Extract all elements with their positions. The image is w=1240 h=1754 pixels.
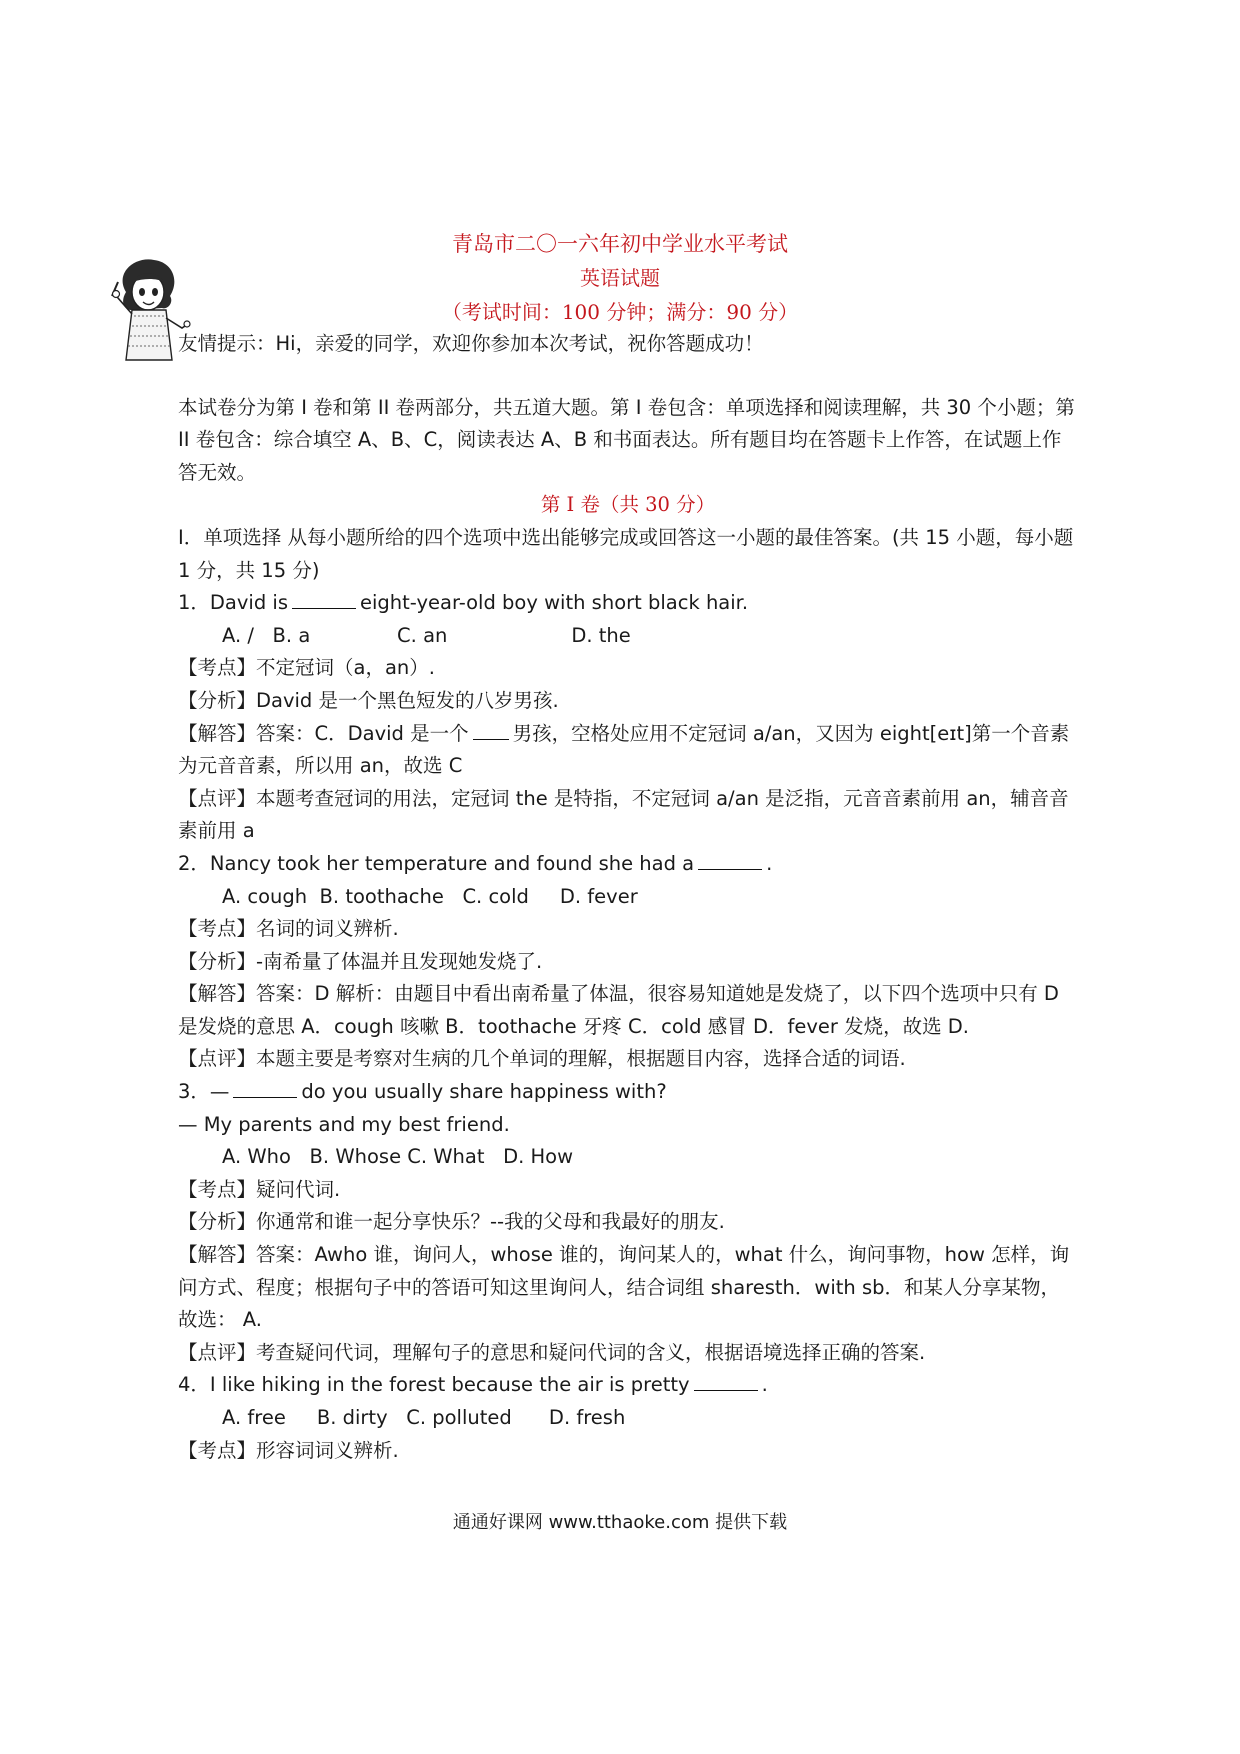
answer-blank [233,1079,297,1098]
question-stem-text: 4．I like hiking in the forest because the air is pretty [178,1373,690,1397]
question-stem [178,1369,1078,1402]
exam-intro: 本试卷分为第 I 卷和第 II 卷两部分，共五道大题。第 I 卷包含：单项选择和阅读理解，共 30 个小题；第 II 卷包含：综合填空 A、B、C，阅读表达 A、B 和书面表达。所有题目均在答题卡上作答，在试题上作答无效。 [178,395,1075,484]
jieda-note: 【解答】答案：Awho 谁，询问人，whose 谁的，询问某人的，what 什么，询问事物，how 怎样，询问方式、程度；根据句子中的答语可知这里询问人，结合词组 sharesth．with sb．和某人分享某物，故选： A. [178,1243,1070,1332]
exam-subtitle: 英语试题 [580,266,660,290]
exam-content [178,328,1078,1467]
question-stem-text: 3．— [178,1080,230,1104]
part-instruction: I．单项选择 从每小题所给的四个选项中选出能够完成或回答这一小题的最佳答案。(共 15 小题，每小题 1 分，共 15 分) [178,525,1074,582]
jieda-text: 【解答】答案：C．David 是一个 [178,721,469,745]
question-stem [178,1076,1078,1109]
page-footer: 通通好课网 www.tthaoke.com 提供下载 [452,1512,788,1533]
question-options: A. / B. a C. an D. the [222,623,631,647]
exam-info: （考试时间：100 分钟；满分：90 分） [441,300,799,324]
kaodian-note: 【考点】名词的词义辨析. [178,917,399,941]
dianping-note: 【点评】考查疑问代词，理解句子的意思和疑问代词的含义，根据语境选择正确的答案. [178,1340,926,1364]
greeting-tip: 友情提示：Hi，亲爱的同学，欢迎你参加本次考试，祝你答题成功！ [178,332,764,355]
question-stem-text: do you usually share happiness with? [301,1080,667,1104]
question-stem [178,587,1078,620]
dianping-note: 【点评】本题主要是考察对生病的几个单词的理解，根据题目内容，选择合适的词语. [178,1047,906,1071]
fenxi-note: 【分析】你通常和谁一起分享快乐？--我的父母和我最好的朋友. [178,1210,725,1234]
dianping-note: 【点评】本题考查冠词的用法，定冠词 the 是特指，不定冠词 a/an 是泛指，元音音素前用 an，辅音音素前用 a [178,786,1069,843]
question-options: A. Who B. Whose C. What D. How [222,1145,574,1169]
question-stem-text: eight-year-old boy with short black hair. [359,591,749,615]
jieda-note: 【解答】答案：D 解析：由题目中看出南希量了体温，很容易知道她是发烧了，以下四个选项中只有 D 是发烧的意思 A．cough 咳嗽 B．toothache 牙疼 C．cold 感冒 D．fever 发烧，故选 D. [178,982,1059,1038]
fenxi-note: 【分析】-南希量了体温并且发现她发烧了. [178,949,543,973]
answer-blank [698,851,762,870]
dialogue-answer: — My parents and my best friend. [178,1112,510,1136]
question-stem-text: 2．Nancy took her temperature and found she had a [178,851,695,875]
section-title: 第 I 卷（共 30 分） [540,493,716,517]
jieda-text: 男孩，空格处应用不定冠词 a/an，又因为 eight[eɪt]第一个音素为元音音素，所以用 an，故选 C [178,721,1070,778]
question-stem-text: 1．David is [178,591,288,615]
exam-title: 青岛市二〇一六年初中学业水平考试 [452,232,788,256]
question-stem-text: . [766,851,773,875]
answer-blank [292,590,356,609]
question-options: A. free B. dirty C. polluted D. fresh [222,1406,626,1429]
kaodian-note: 【考点】不定冠词（a，an）. [178,656,435,680]
question-stem-text: . [761,1373,768,1397]
jieda-note [178,718,1078,783]
kaodian-note: 【考点】疑问代词. [178,1177,341,1201]
fenxi-note: 【分析】David 是一个黑色短发的八岁男孩. [178,688,559,712]
question-stem [178,848,1078,881]
kaodian-note: 【考点】形容词词义辨析. [178,1438,399,1462]
answer-blank [694,1372,758,1391]
question-options: A. cough B. toothache C. cold D. fever [222,884,638,908]
answer-blank [473,721,509,740]
